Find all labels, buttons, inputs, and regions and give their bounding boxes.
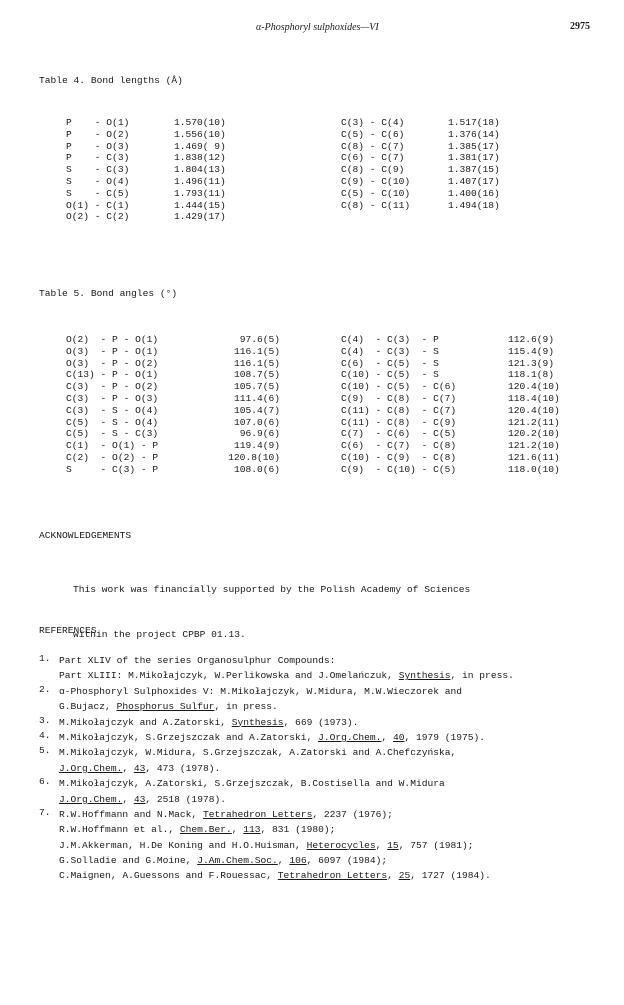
table-cell: C(11) - C(8) - C(9) (341, 416, 457, 428)
table-cell: 1.385(17) (448, 140, 500, 152)
table4-right-values (448, 117, 500, 211)
reference-number: 5. (39, 745, 51, 757)
citation-text: , in press. (450, 670, 514, 682)
table-cell: 1.556(10) (174, 128, 226, 140)
citation-text: Part XLIV of the series Organosulphur Compounds: (59, 655, 336, 666)
reference-number: 6. (39, 776, 51, 788)
citation-text: , 669 (1973). (283, 716, 359, 728)
citation-text: M.Mikołajczyk and A.Zatorski, (59, 716, 232, 728)
table-cell: 1.469( 9) (174, 140, 226, 152)
table-cell: C(5) - C(6) (341, 128, 405, 140)
reference-item (39, 653, 599, 684)
citation-emphasis: Synthesis (398, 670, 451, 682)
reference-number: 3. (39, 714, 51, 726)
table-cell: C(10) - C(5) - C(6) (341, 381, 457, 393)
table-cell: 1.387(15) (448, 164, 500, 176)
acknowledgements-line: within the project CPBP 01.13. (73, 629, 246, 641)
citation-emphasis: J.Am.Chem.Soc. (197, 855, 278, 867)
reference-item (39, 776, 599, 807)
table-cell: P - C(3) (66, 152, 130, 164)
citation-text: R.W.Hoffmann and N.Mack, (59, 808, 203, 820)
citation-emphasis: J.Org.Chem. (59, 762, 123, 774)
page-number: 2975 (570, 21, 590, 32)
citation-text: , in press. (214, 701, 278, 713)
table-cell: 118.1(8) (508, 369, 555, 381)
table-cell: 120.8(10) (228, 451, 280, 463)
running-title: α-Phosphoryl sulphoxides—VI (256, 22, 379, 33)
table4-left-bonds (66, 117, 129, 223)
citation-text: , 1727 (1984). (410, 870, 491, 882)
citation-text: α-Phosphoryl Sulphoxides V: M.Mikołajczyk, W.Midura, M.W.Wieczorek and (59, 685, 463, 697)
table-cell: 116.1(5) (233, 357, 280, 369)
table-cell: 118.0(10) (508, 463, 560, 475)
table-cell: O(1) - C(1) (66, 199, 130, 211)
citation-text: G.Bujacz, (59, 701, 117, 713)
table5-caption: Table 5. Bond angles (°) (39, 288, 178, 299)
reference-line (59, 745, 456, 760)
table-cell: 1.494(18) (448, 199, 500, 211)
reference-number: 2. (39, 683, 51, 695)
acknowledgements-line: This work was financially supported by the Polish Academy of Sciences (73, 583, 471, 595)
table-cell: 1.400(16) (448, 187, 500, 199)
table-cell: 1.804(13) (174, 164, 226, 176)
table-cell: 121.2(10) (508, 440, 560, 452)
acknowledgements-heading: ACKNOWLEDGEMENTS (39, 530, 132, 541)
table-cell: P - O(3) (66, 140, 130, 152)
reference-line (59, 853, 491, 868)
reference-line (59, 668, 514, 683)
table-cell: C(1) - O(1) - P (66, 440, 159, 452)
reference-number: 7. (39, 806, 51, 818)
table-cell: 108.0(6) (233, 463, 280, 475)
table-cell: C(5) - S - C(3) (66, 428, 159, 440)
citation-text: , 1979 (1975). (404, 731, 486, 743)
reference-line (59, 684, 462, 699)
reference-body (59, 745, 456, 776)
table-cell: C(5) - C(10) (341, 187, 411, 199)
table-cell: C(3) - C(4) (341, 117, 405, 128)
table-cell: 1.793(11) (174, 187, 226, 199)
citation-emphasis: 15 (387, 839, 399, 851)
table-cell: 112.6(9) (508, 334, 555, 345)
reference-body (59, 653, 514, 684)
citation-text: , (122, 793, 134, 805)
reference-body (59, 776, 445, 807)
table-cell: C(9) - C(8) - C(7) (341, 392, 457, 404)
table-cell: 97.6(5) (239, 334, 280, 345)
table-cell: C(8) - C(7) (341, 140, 405, 152)
reference-line (59, 699, 462, 714)
table-cell: 105.4(7) (233, 404, 280, 416)
table-cell: C(6) - C(7) - C(8) (341, 440, 457, 452)
citation-emphasis: Tetrahedron Letters (202, 808, 313, 820)
table-cell: 1.376(14) (448, 128, 500, 140)
table-cell: 1.838(12) (174, 152, 226, 164)
citation-text: M.Mikołajczyk, A.Zatorski, S.Grzejszczak, B.Costisella and W.Midura (59, 778, 445, 790)
table5-right-angles (341, 334, 456, 476)
citation-emphasis: 43 (133, 762, 146, 774)
reference-number: 1. (39, 653, 51, 664)
reference-body (59, 807, 491, 884)
table-cell: S - C(3) - P (66, 463, 159, 475)
table-cell: C(11) - C(8) - C(7) (341, 404, 457, 416)
table-cell: 96.9(6) (239, 428, 280, 440)
citation-emphasis: Phosphorus Sulfur (116, 701, 215, 713)
table-cell: C(3) - P - O(3) (66, 392, 159, 404)
reference-line (59, 807, 491, 822)
table-cell: C(8) - C(9) (341, 164, 405, 176)
table-cell: 1.444(15) (174, 199, 226, 211)
reference-line (59, 776, 445, 791)
citation-text: , (277, 855, 290, 867)
table-cell: S - C(3) (66, 164, 130, 176)
citation-emphasis: 113 (243, 824, 261, 836)
table-cell: C(9) - C(10) - C(5) (341, 463, 457, 475)
table-cell: 1.570(10) (174, 117, 226, 128)
citation-text: , 473 (1978). (145, 762, 221, 774)
table-cell: 115.4(9) (508, 345, 555, 357)
citation-emphasis: J.Org.Chem. (59, 793, 123, 805)
table-cell: 118.4(10) (508, 392, 560, 404)
references-list (39, 653, 599, 884)
citation-text: , (381, 731, 393, 743)
citation-text: , (387, 870, 399, 882)
table-cell: C(10) - C(9) - C(8) (341, 451, 457, 463)
citation-text: , 2237 (1976); (312, 808, 393, 820)
citation-text: , 2518 (1978). (145, 793, 226, 805)
table-cell: 1.407(17) (448, 175, 500, 187)
citation-emphasis: 25 (398, 870, 411, 882)
table-cell: O(2) - P - O(1) (66, 334, 159, 345)
reference-item (39, 730, 599, 745)
reference-number: 4. (39, 729, 51, 741)
table-cell: C(2) - O(2) - P (66, 451, 159, 463)
citation-emphasis: 43 (133, 793, 146, 805)
table-cell: S - O(4) (66, 175, 130, 187)
reference-line (59, 838, 491, 853)
citation-text: C.Maignen, A.Guessons and F.Rouessac, (59, 870, 278, 882)
reference-item (39, 745, 599, 776)
table-cell: C(6) - C(5) - S (341, 357, 439, 369)
citation-emphasis: 106 (289, 855, 307, 867)
references-heading: REFERENCES (39, 625, 97, 636)
citation-text: G.Solladie and G.Moine, (59, 855, 198, 867)
table-cell: P - O(2) (66, 128, 130, 140)
table-cell: C(4) - C(3) - S (341, 345, 439, 357)
reference-body (59, 684, 462, 715)
table4-caption: Table 4. Bond lengths (Å) (39, 75, 183, 86)
citation-text: M.Mikołajczyk, S.Grzejszczak and A.Zatorski, (59, 731, 319, 743)
reference-line (59, 715, 358, 730)
reference-line (59, 792, 445, 807)
citation-emphasis: J.Org.Chem. (318, 731, 382, 743)
reference-body (59, 715, 358, 730)
table-cell: P - O(1) (66, 117, 130, 128)
reference-line (59, 730, 485, 745)
citation-emphasis: 40 (392, 731, 405, 743)
citation-text: , (122, 762, 134, 774)
table5-left-values (220, 334, 280, 476)
table-cell: 108.7(5) (233, 369, 280, 381)
reference-line (59, 822, 491, 837)
table4-right-bonds (341, 117, 410, 211)
table-cell: O(3) - P - O(2) (66, 357, 159, 369)
reference-body (59, 730, 485, 745)
table-cell: C(8) - C(11) (341, 199, 411, 211)
table-cell: C(13) - P - O(1) (66, 369, 159, 381)
table5-left-angles (66, 334, 158, 476)
citation-emphasis: Synthesis (231, 716, 284, 728)
table5-right-values (508, 334, 560, 476)
citation-emphasis: Heterocycles (306, 839, 376, 851)
citation-text: M.Mikołajczyk, W.Midura, S.Grzejszczak, A.Zatorski and A.Chefczyńska, (59, 747, 457, 759)
table-cell: 1.496(11) (174, 175, 226, 187)
citation-text: , (231, 824, 244, 836)
citation-emphasis: Chem.Ber. (179, 824, 232, 836)
table-cell: 120.2(10) (508, 428, 560, 440)
table-cell: 120.4(10) (508, 404, 560, 416)
citation-text: J.M.Akkerman, H.De Koning and H.O.Huisman, (59, 839, 307, 851)
reference-item (39, 807, 599, 884)
citation-text: , 6097 (1984); (306, 855, 388, 867)
table-cell: C(5) - S - O(4) (66, 416, 159, 428)
citation-text: , 831 (1980); (260, 824, 336, 836)
reference-line (59, 653, 514, 668)
table-cell: O(3) - P - O(1) (66, 345, 159, 357)
table-cell: 116.1(5) (233, 345, 280, 357)
citation-emphasis: Tetrahedron Letters (277, 870, 388, 882)
acknowledgements-text (73, 551, 470, 658)
table-cell: C(3) - S - O(4) (66, 404, 159, 416)
table-cell: 1.429(17) (174, 211, 226, 223)
citation-text: , 757 (1981); (398, 839, 474, 851)
table-cell: 121.3(9) (508, 357, 555, 369)
table-cell: 121.6(11) (508, 451, 560, 463)
table-cell: 111.4(6) (233, 392, 280, 404)
reference-line (59, 868, 491, 883)
table-cell: C(7) - C(6) - C(5) (341, 428, 457, 440)
citation-text: R.W.Hoffmann et al., (59, 824, 180, 836)
table-cell: C(3) - P - O(2) (66, 381, 159, 393)
table-cell: 1.517(18) (448, 117, 500, 128)
table-cell: 121.2(11) (508, 416, 560, 428)
citation-text: , (375, 839, 388, 851)
table-cell: 105.7(5) (233, 381, 280, 393)
table-cell: 1.381(17) (448, 152, 500, 164)
reference-line (59, 761, 456, 776)
table-cell: C(4) - C(3) - P (341, 334, 439, 345)
reference-item (39, 715, 599, 730)
citation-text: Part XLIII: M.Mikołajczyk, W.Perlikowska and J.Omelańczuk, (59, 670, 399, 682)
table-cell: C(9) - C(10) (341, 175, 411, 187)
table4-left-values (174, 117, 226, 223)
table-cell: 107.0(6) (233, 416, 280, 428)
table-cell: 120.4(10) (508, 381, 560, 393)
table-cell: S - C(5) (66, 187, 130, 199)
table-cell: O(2) - C(2) (66, 211, 130, 223)
reference-item (39, 684, 599, 715)
table-cell: 119.4(9) (233, 440, 280, 452)
table-cell: C(6) - C(7) (341, 152, 405, 164)
table-cell: C(10) - C(5) - S (341, 369, 439, 381)
